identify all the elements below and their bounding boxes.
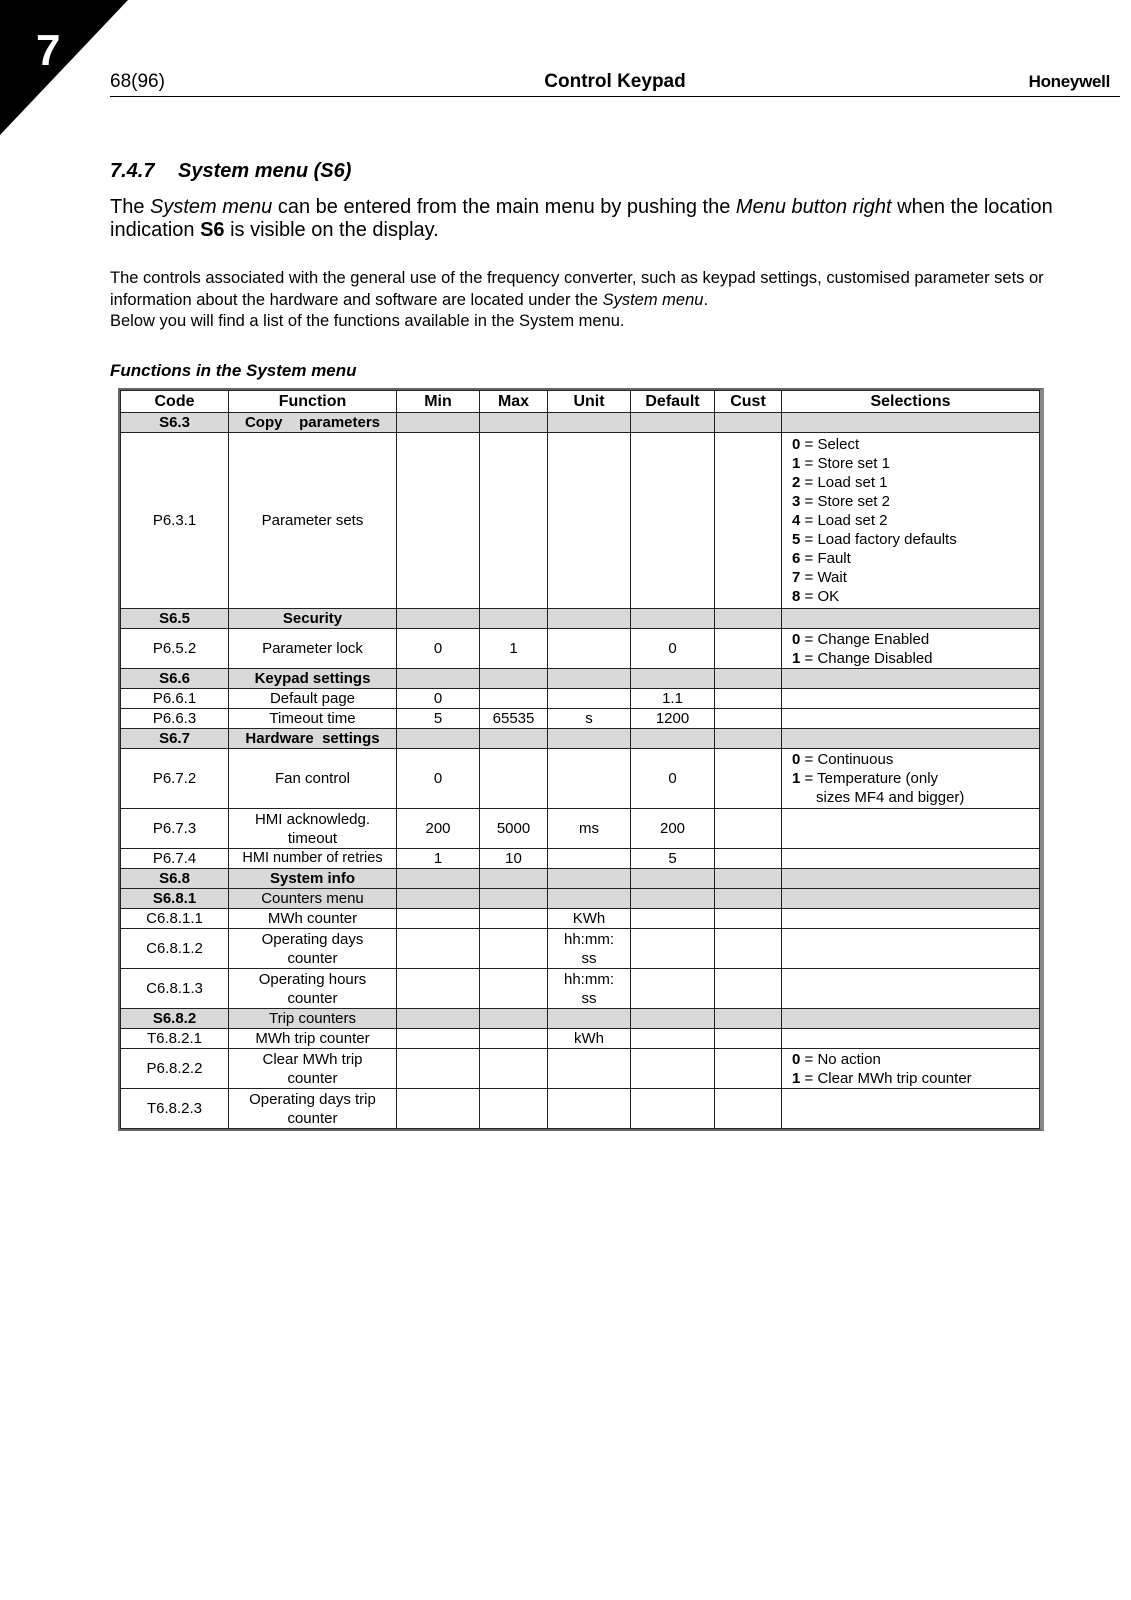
table-row-p6-7-4	[121, 849, 1040, 869]
cell-function: Default page	[229, 689, 397, 709]
cell-code: S6.8	[121, 869, 229, 889]
cell-selections	[782, 433, 1040, 609]
page-header	[110, 68, 1120, 97]
cell-max: 65535	[480, 709, 548, 729]
col-header-cust: Cust	[715, 391, 782, 413]
selection-option: 8 = OK	[792, 588, 840, 605]
cell-code: S6.3	[121, 413, 229, 433]
group-row-s6-8-2	[121, 1009, 1040, 1029]
section-heading	[110, 160, 351, 183]
group-row-s6-8	[121, 869, 1040, 889]
cell-default: 0	[631, 629, 715, 669]
cell-code: P6.8.2.2	[121, 1049, 229, 1089]
cell-function: Operating days trip counter	[229, 1089, 397, 1129]
intro-paragraph	[110, 196, 1070, 242]
intro-text: The	[110, 196, 151, 218]
cell-default: 1.1	[631, 689, 715, 709]
group-row-s6-5	[121, 609, 1040, 629]
cell-min: 0	[397, 749, 480, 809]
cell-code: P6.3.1	[121, 433, 229, 609]
cell-function: MWh counter	[229, 909, 397, 929]
cell-min: 0	[397, 629, 480, 669]
cell-default: 5	[631, 849, 715, 869]
cell-function: Fan control	[229, 749, 397, 809]
cell-code: S6.5	[121, 609, 229, 629]
group-row-s6-6	[121, 669, 1040, 689]
selection-option: 0 = Select	[792, 436, 860, 453]
selection-option: 1 = Clear MWh trip counter	[792, 1069, 972, 1087]
cell-max: 5000	[480, 809, 548, 849]
cell-function: Operating days counter	[229, 929, 397, 969]
intro-text: is visible on the display.	[224, 219, 439, 241]
intro-text: when the location indication	[110, 196, 1053, 241]
group-row-s6-7	[121, 729, 1040, 749]
brand-logo: Honeywell	[1028, 72, 1110, 91]
description-emphasis: System menu	[602, 290, 704, 309]
chapter-corner-tab	[0, 0, 128, 135]
cell-function: Parameter sets	[229, 433, 397, 609]
cell-unit: KWh	[548, 909, 631, 929]
table-row-p6-6-3	[121, 709, 1040, 729]
cell-function: Counters menu	[229, 889, 397, 909]
col-header-unit: Unit	[548, 391, 631, 413]
cell-function: Clear MWh trip counter	[229, 1049, 397, 1089]
table-caption: Functions in the System menu	[110, 361, 357, 380]
table-row-c6-8-1-1	[121, 909, 1040, 929]
cell-function: Security	[229, 609, 397, 629]
cell-max: 1	[480, 629, 548, 669]
selection-option: 1 = Temperature (only	[792, 770, 939, 787]
functions-table	[118, 388, 1044, 1131]
table-row-c6-8-1-2	[121, 929, 1040, 969]
cell-unit: hh:mm: ss	[548, 969, 631, 1009]
cell-unit: hh:mm: ss	[548, 929, 631, 969]
header-title: Control Keypad	[544, 71, 686, 92]
selection-option-continued: sizes MF4 and bigger)	[816, 789, 965, 806]
cell-code: C6.8.1.3	[121, 969, 229, 1009]
cell-function: Keypad settings	[229, 669, 397, 689]
cell-unit: kWh	[548, 1029, 631, 1049]
cell-code: S6.8.1	[121, 889, 229, 909]
cell-function: MWh trip counter	[229, 1029, 397, 1049]
table-header-row	[121, 391, 1040, 413]
cell-code: P6.5.2	[121, 629, 229, 669]
cell-unit: s	[548, 709, 631, 729]
col-header-min: Min	[397, 391, 480, 413]
selection-option: 1 = Store set 1	[792, 455, 890, 472]
cell-function: Copy parameters	[229, 413, 397, 433]
description-paragraph	[110, 268, 1070, 333]
cell-function: Trip counters	[229, 1009, 397, 1029]
table-row-p6-8-2-2	[121, 1049, 1040, 1089]
cell-code: T6.8.2.3	[121, 1089, 229, 1129]
cell-code: S6.7	[121, 729, 229, 749]
cell-min: 1	[397, 849, 480, 869]
cell-code: P6.6.1	[121, 689, 229, 709]
table-row-p6-6-1	[121, 689, 1040, 709]
table-row-c6-8-1-3	[121, 969, 1040, 1009]
description-text: Below you will find a list of the functions available in the System menu.	[110, 312, 625, 330]
selection-option: 7 = Wait	[792, 569, 847, 586]
group-row-s6-3	[121, 413, 1040, 433]
selection-option: 5 = Load factory defaults	[792, 531, 957, 548]
selection-option: 1 = Change Disabled	[792, 649, 933, 667]
table-row-t6-8-2-1	[121, 1029, 1040, 1049]
selection-option: 0 = Change Enabled	[792, 630, 930, 648]
page-number: 68(96)	[110, 71, 165, 92]
cell-code: C6.8.1.2	[121, 929, 229, 969]
cell-code: P6.6.3	[121, 709, 229, 729]
selection-option: 3 = Store set 2	[792, 493, 890, 510]
intro-text: can be entered from the main menu by pushing the	[272, 196, 736, 218]
col-header-code: Code	[121, 391, 229, 413]
cell-code: S6.6	[121, 669, 229, 689]
cell-min: 0	[397, 689, 480, 709]
cell-default: 0	[631, 749, 715, 809]
col-header-function: Function	[229, 391, 397, 413]
selection-option: 0 = No action	[792, 1050, 881, 1068]
description-text: .	[703, 290, 709, 309]
table-row-p6-5-2	[121, 629, 1040, 669]
selection-option: 2 = Load set 1	[792, 474, 888, 491]
selection-option: 6 = Fault	[792, 550, 851, 567]
cell-code: S6.8.2	[121, 1009, 229, 1029]
col-header-max: Max	[480, 391, 548, 413]
cell-selections	[782, 1049, 1040, 1089]
cell-function: Hardware settings	[229, 729, 397, 749]
cell-code: P6.7.3	[121, 809, 229, 849]
table-row-p6-7-3	[121, 809, 1040, 849]
selection-option: 4 = Load set 2	[792, 512, 888, 529]
cell-code: P6.7.2	[121, 749, 229, 809]
cell-max: 10	[480, 849, 548, 869]
intro-emphasis: System menu	[150, 196, 273, 218]
cell-function: HMI number of retries	[229, 849, 397, 869]
cell-selections	[782, 629, 1040, 669]
cell-min: 200	[397, 809, 480, 849]
cell-code: P6.7.4	[121, 849, 229, 869]
col-header-default: Default	[631, 391, 715, 413]
table-row-p6-7-2	[121, 749, 1040, 809]
cell-function: System info	[229, 869, 397, 889]
cell-selections	[782, 749, 1040, 809]
table-row-p6-3-1	[121, 433, 1040, 609]
cell-function: Timeout time	[229, 709, 397, 729]
table-row-t6-8-2-3	[121, 1089, 1040, 1129]
section-title: System menu (S6)	[178, 160, 352, 182]
chapter-number: 7	[36, 26, 61, 75]
cell-function: Parameter lock	[229, 629, 397, 669]
selection-option: 0 = Continuous	[792, 751, 894, 768]
cell-function: HMI acknowledg. timeout	[229, 809, 397, 849]
group-row-s6-8-1	[121, 889, 1040, 909]
cell-function: Operating hours counter	[229, 969, 397, 1009]
col-header-selections: Selections	[782, 391, 1040, 413]
cell-unit: ms	[548, 809, 631, 849]
description-text: The controls associated with the general use of the frequency converter, such as keypad settings, customised parameter sets or information about the hardware and software are located under the	[110, 269, 1044, 309]
intro-emphasis: Menu button right	[735, 196, 892, 218]
intro-bold: S6	[200, 219, 225, 241]
cell-code: C6.8.1.1	[121, 909, 229, 929]
cell-default: 200	[631, 809, 715, 849]
cell-min: 5	[397, 709, 480, 729]
cell-default: 1200	[631, 709, 715, 729]
cell-code: T6.8.2.1	[121, 1029, 229, 1049]
section-number: 7.4.7	[110, 160, 155, 182]
